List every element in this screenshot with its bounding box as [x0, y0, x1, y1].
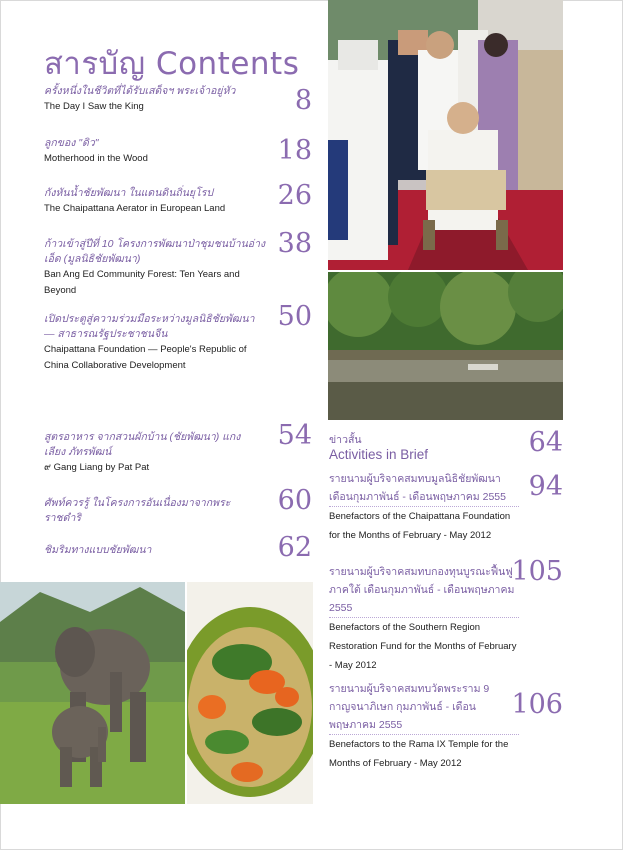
- toc-entry-title-en: Ban Ang Ed Community Forest: Ten Years and Beyond: [44, 269, 240, 296]
- toc-page-number: 50: [277, 301, 312, 332]
- toc-page-number: 8: [294, 85, 312, 116]
- brief-entry[interactable]: [329, 680, 519, 773]
- brief-entry-title-th: รายนามผู้บริจาคสมทบมูลนิธิชัยพัฒนา เดือนกุมภาพันธ์ - เดือนพฤษภาคม 2555: [329, 470, 519, 507]
- toc-entry-title-th: สูตรอาหาร จากสวนผักบ้าน (ชัยพัฒนา) แกงเลียง ภัทรพัฒน์: [44, 431, 241, 458]
- toc-page-number: 106: [511, 689, 563, 720]
- toc-entry-title-th: ลูกของ "ดิว": [44, 137, 99, 149]
- brief-entry[interactable]: [329, 563, 519, 675]
- elephants-photo: [0, 582, 185, 804]
- toc-entry-title-th: ครั้งหนึ่งในชีวิตที่ได้รับเสด็จฯ พระเจ้าอยู่หัว: [44, 85, 236, 97]
- toc-entry-title-th: กังหันน้ำชัยพัฒนา ในแดนดินถิ่นยุโรป: [44, 187, 214, 199]
- toc-entry[interactable]: [44, 496, 259, 526]
- toc-entry[interactable]: [44, 430, 259, 476]
- brief-heading-en[interactable]: Activities in Brief: [329, 447, 429, 462]
- toc-page-number: 18: [277, 135, 312, 166]
- toc-entry-title-th: เปิดประตูสู่ความร่วมมือระหว่างมูลนิธิชัยพัฒนา — สาธารณรัฐประชาชนจีน: [44, 313, 255, 340]
- river-forest-photo: [328, 272, 563, 420]
- brief-entry[interactable]: [329, 470, 519, 545]
- toc-entry[interactable]: [44, 312, 259, 374]
- toc-page-number: 94: [528, 471, 563, 502]
- brief-entry-title-th: รายนามผู้บริจาคสมทบวัดพระราม 9 กาญจนาภิเษก กุมภาพันธ์ - เดือนพฤษภาคม 2555: [329, 680, 519, 735]
- page-title: สารบัญ Contents: [44, 46, 300, 82]
- royal-visit-photo: [328, 0, 563, 270]
- toc-entry-title-en: The Chaipattana Aerator in European Land: [44, 203, 226, 214]
- toc-page-number: 54: [277, 420, 312, 451]
- toc-page-number: 62: [277, 532, 312, 563]
- toc-entry-title-th: ชิมริมทางแบบชัยพัฒนา: [44, 544, 152, 556]
- brief-entry-title-en: Benefactors of the Chaipattana Foundation for the Months of February - May 2012: [329, 511, 511, 541]
- brief-entry-title-en: Benefactors to the Rama IX Temple for the Months of February - May 2012: [329, 739, 509, 769]
- toc-entry-title-en: ๙ Gang Liang by Pat Pat: [44, 462, 150, 473]
- toc-entry[interactable]: [44, 237, 269, 299]
- soup-dish-photo: [187, 582, 313, 804]
- toc-entry-title-en: Motherhood in the Wood: [44, 153, 148, 164]
- toc-entry-title-en: Chaipattana Foundation — People's Republic of China Collaborative Development: [44, 344, 247, 371]
- brief-entry-title-th: รายนามผู้บริจาคสมทบกองทุนบูรณะฟื้นฟูภาคใต้ เดือนกุมภาพันธ์ - เดือนพฤษภาคม 2555: [329, 563, 519, 618]
- toc-entry-title-th: ก้าวเข้าสู่ปีที่ 10 โครงการพัฒนาป่าชุมชนบ้านอ่างเอ็ด (มูลนิธิชัยพัฒนา): [44, 238, 266, 265]
- toc-entry-title-th: ศัพท์ควรรู้ ในโครงการอันเนื่องมาจากพระราชดำริ: [44, 497, 231, 524]
- toc-page-number: 64: [528, 427, 563, 458]
- brief-entry-title-en: Benefactors of the Southern Region Restoration Fund for the Months of February - May 2012: [329, 622, 517, 671]
- toc-page-number: 60: [277, 485, 312, 516]
- toc-page-number: 105: [511, 556, 563, 587]
- toc-page-number: 26: [277, 180, 312, 211]
- toc-page-number: 38: [277, 228, 312, 259]
- brief-heading-th: ข่าวสั้น: [329, 434, 362, 446]
- toc-entry-title-en: The Day I Saw the King: [44, 101, 144, 112]
